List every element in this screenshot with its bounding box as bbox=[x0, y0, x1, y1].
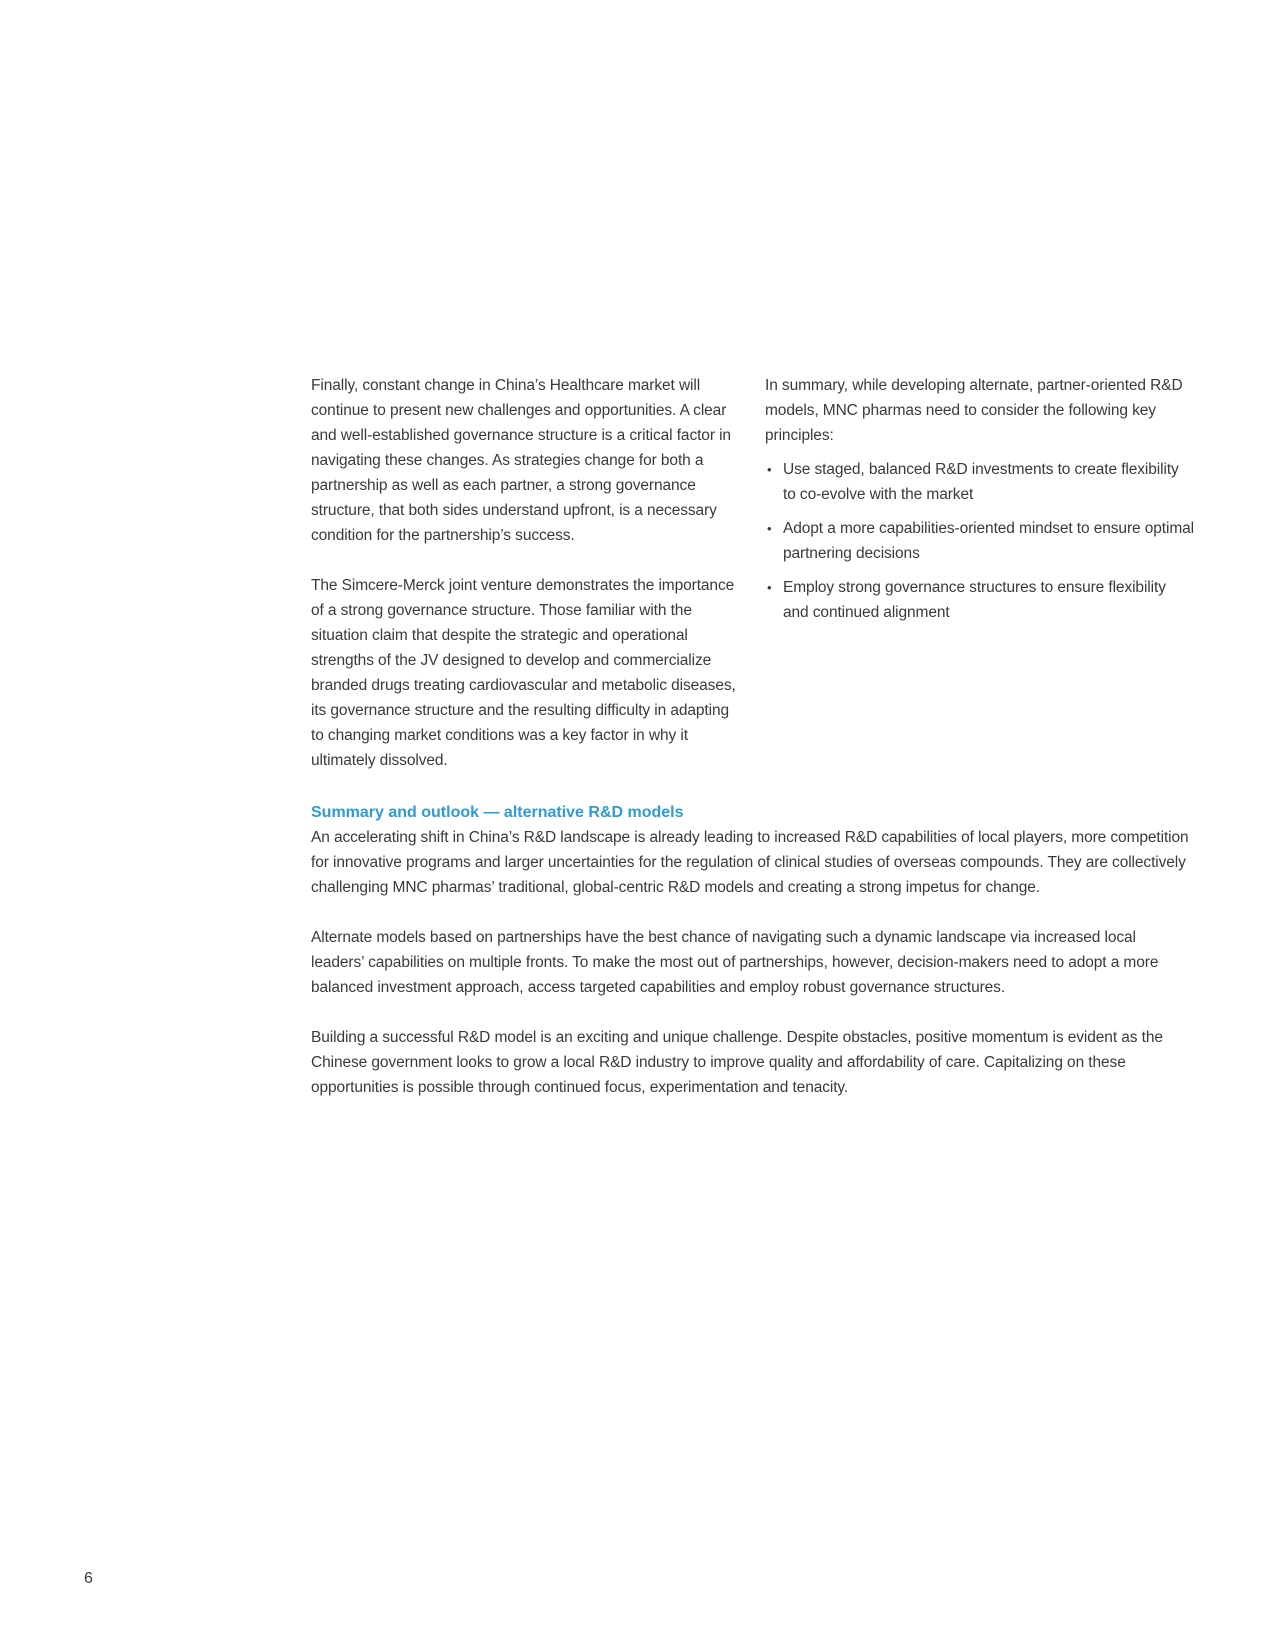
right-column bbox=[765, 373, 1195, 634]
simcere-merck-paragraph: The Simcere-Merck joint venture demonstrates the importance of a strong governance structure. Those familiar with the situation claim that despite the strategic and operational strengths of the JV designed to develop and commercialize branded drugs treating cardiovascular and metabolic diseases, its governance structure and the resulting difficulty in adapting to changing market conditions was a key factor in why it ultimately dissolved. bbox=[311, 577, 736, 769]
key-principles-intro: In summary, while developing alternate, partner-oriented R&D models, MNC pharmas need to consider the following key principles: bbox=[765, 377, 1183, 444]
summary-paragraph-2: Alternate models based on partnerships have the best chance of navigating such a dynamic landscape via increased local leaders’ capabilities on multiple fronts. To make the most out of partnerships, however, decision-makers need to adopt a more balanced investment approach, access targeted capabilities and employ robust governance structures. bbox=[311, 929, 1159, 996]
page-number: 6 bbox=[84, 1570, 93, 1587]
paragraph-spacer bbox=[311, 548, 741, 573]
list-item-text: Adopt a more capabilities-oriented mindset to ensure optimal partnering decisions bbox=[783, 520, 1195, 562]
paragraph-spacer bbox=[311, 900, 1191, 925]
list-item bbox=[765, 575, 1195, 625]
summary-section bbox=[311, 800, 1191, 1100]
summary-paragraph-3: Building a successful R&D model is an exciting and unique challenge. Despite obstacles, positive momentum is evident as the Chinese government looks to grow a local R&D industry to improve quality and affordability of care. Capitalizing on these opportunities is possible through continued focus, experimentation and tenacity. bbox=[311, 1029, 1163, 1096]
paragraph-spacer bbox=[311, 1000, 1191, 1025]
left-column bbox=[311, 373, 741, 773]
bullet-icon: • bbox=[767, 521, 772, 536]
list-item-text: Use staged, balanced R&D investments to create flexibility to co-evolve with the market bbox=[783, 461, 1179, 503]
bullet-icon: • bbox=[767, 580, 772, 595]
bullet-icon: • bbox=[767, 462, 772, 477]
list-item bbox=[765, 516, 1195, 566]
summary-heading: Summary and outlook — alternative R&D models bbox=[311, 804, 684, 821]
governance-paragraph: Finally, constant change in China’s Healthcare market will continue to present new challenges and opportunities. A clear and well-established governance structure is a critical factor in navigating these changes. As strategies change for both a partnership as well as each partner, a strong governance structure, that both sides understand upfront, is a necessary condition for the partnership’s success. bbox=[311, 377, 731, 544]
list-item-text: Employ strong governance structures to ensure flexibility and continued alignment bbox=[783, 579, 1166, 621]
key-principles-list bbox=[765, 457, 1195, 625]
list-item bbox=[765, 457, 1195, 507]
summary-paragraph-1: An accelerating shift in China’s R&D landscape is already leading to increased R&D capabilities of local players, more competition for innovative programs and larger uncertainties for the regulation of clinical studies of overseas compounds. They are collectively challenging MNC pharmas’ traditional, global-centric R&D models and creating a strong impetus for change. bbox=[311, 829, 1189, 896]
